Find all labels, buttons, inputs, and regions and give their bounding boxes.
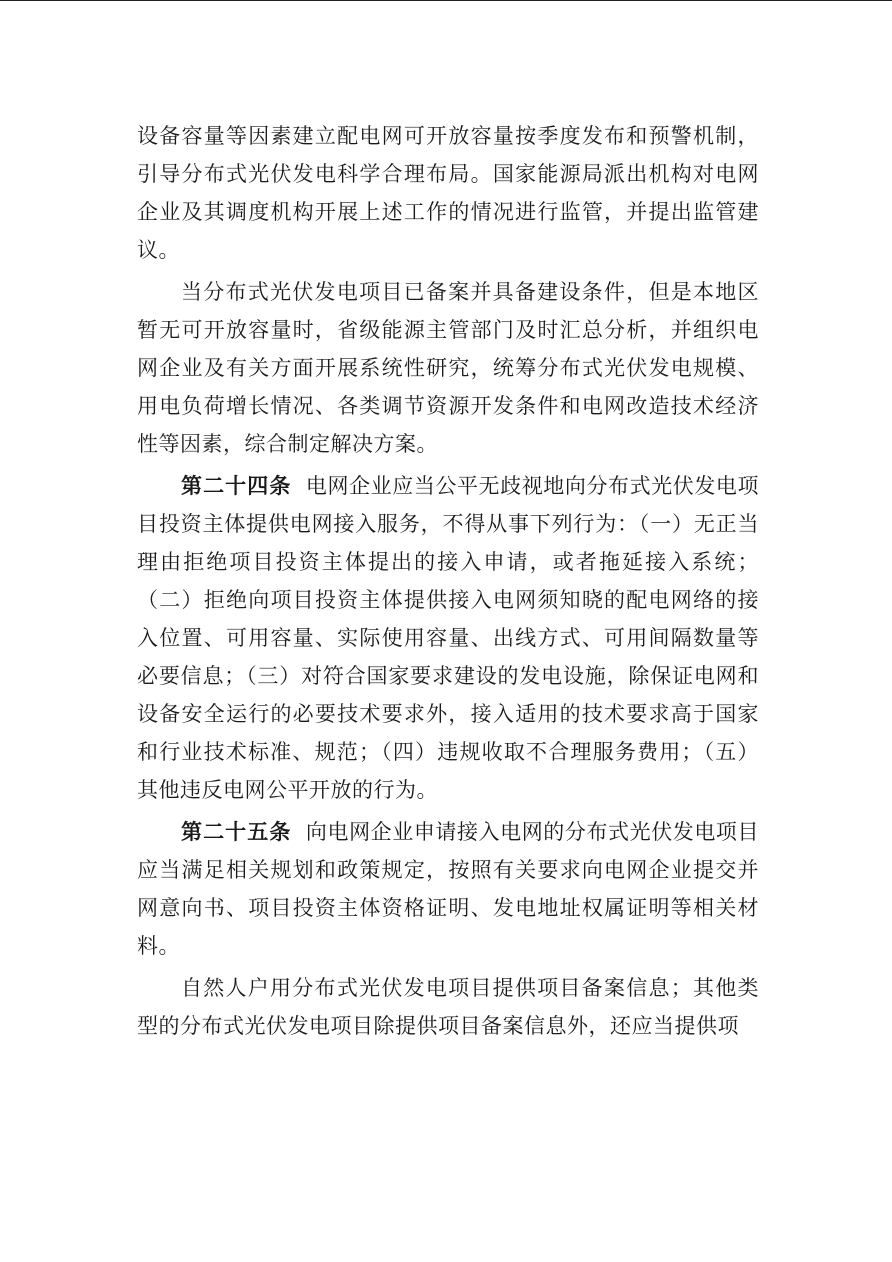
document-page: [137, 117, 759, 1045]
article-number: 第二十五条: [181, 820, 292, 844]
article-text: 电网企业应当公平无歧视地向分布式光伏发电项目投资主体提供电网接入服务，不得从事下列行为：（一）无正当理由拒绝项目投资主体提出的接入申请，或者拖延接入系统；（二）拒绝向项目投资主体提供接入电网须知晓的配电网络的接入位置、可用容量、实际使用容量、出线方式、可用间隔数量等必要信息；（三）对符合国家要求建设的发电设施，除保证电网和设备安全运行的必要技术要求外，接入适用的技术要求高于国家和行业技术标准、规范；（四）违规收取不合理服务费用；（五）其他违反电网公平开放的行为。: [137, 474, 760, 802]
paragraph-continued-1: [137, 117, 759, 269]
paragraph-text: 当分布式光伏发电项目已备案并具备建设条件，但是本地区暂无可开放容量时，省级能源主管部门及时汇总分析，并组织电网企业及有关方面开展系统性研究，统筹分布式光伏发电规模、用电负荷增长情况、各类调节资源开发条件和电网改造技术经济性等因素，综合制定解决方案。: [137, 280, 759, 456]
paragraph-text: 设备容量等因素建立配电网可开放容量按季度发布和预警机制，引导分布式光伏发电科学合理布局。国家能源局派出机构对电网企业及其调度机构开展上述工作的情况进行监管，并提出监管建议。: [137, 124, 759, 262]
article-25: [137, 813, 759, 965]
paragraph-5: [137, 969, 759, 1045]
paragraph-2: [137, 273, 759, 463]
paragraph-text: 自然人户用分布式光伏发电项目提供项目备案信息；其他类型的分布式光伏发电项目除提供项目备案信息外，还应当提供项: [137, 976, 759, 1038]
article-text: 向电网企业申请接入电网的分布式光伏发电项目应当满足相关规划和政策规定，按照有关要求向电网企业提交并网意向书、项目投资主体资格证明、发电地址权属证明等相关材料。: [137, 820, 760, 958]
page-top-border: [0, 0, 892, 1]
article-24: [137, 467, 759, 809]
article-number: 第二十四条: [181, 474, 292, 498]
